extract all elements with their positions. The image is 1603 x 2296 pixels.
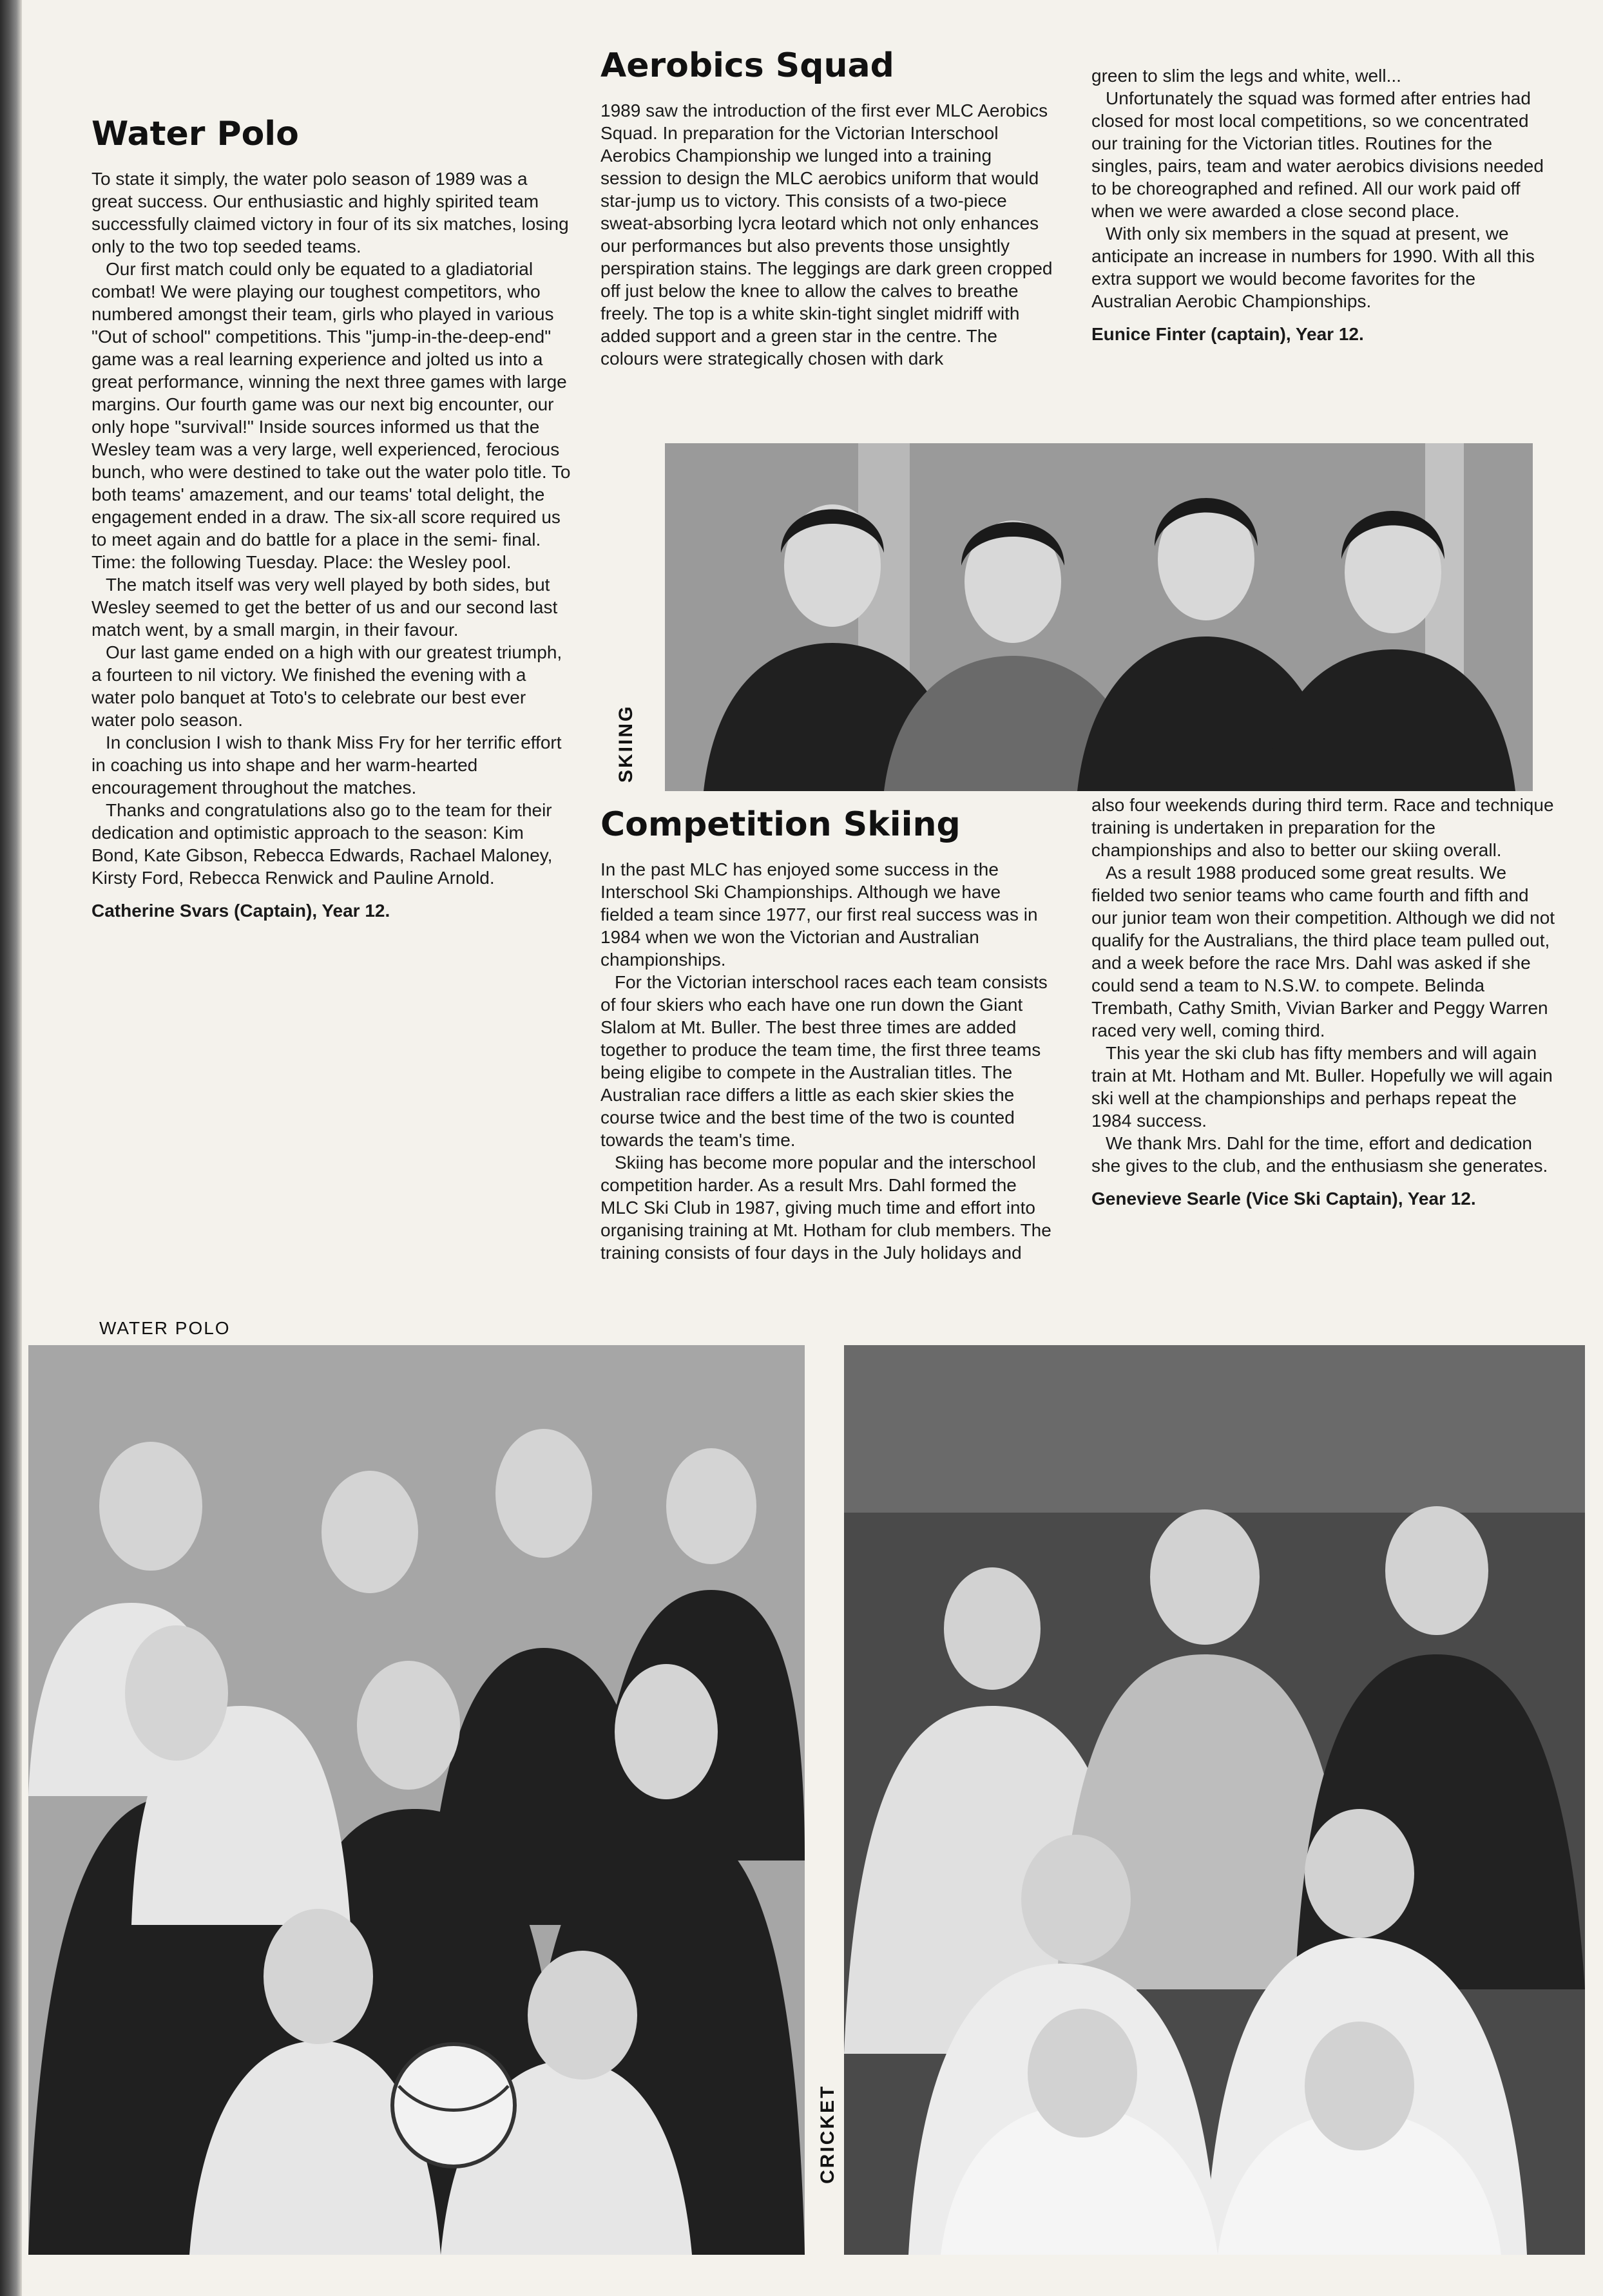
water-polo-paragraph: Our last game ended on a high with our greatest triumph, a fourteen to nil victory. We finished the evening with a water polo banquet at Toto's to celebrate our best ever water polo season. — [91, 642, 562, 730]
skiing-right-column — [1091, 794, 1555, 1209]
aerobics-left-column — [600, 46, 1055, 370]
skiing-photo-figures — [665, 443, 1533, 791]
water-polo-photo-figures — [28, 1345, 805, 2255]
page-binding-edge — [0, 0, 22, 2296]
skiing-left-column — [600, 805, 1055, 1264]
aerobics-paragraph: Unfortunately the squad was formed after entries had closed for most local competitions, so we concentrated our training for the Victorian titles. Routines for the singles, pairs, team and water aerobics divisions needed to be choreographed and refined. All our work paid off when we were awarded a close second place. — [1091, 88, 1544, 221]
skiing-heading: Competition Skiing — [600, 805, 961, 844]
water-polo-photo-caption: WATER POLO — [99, 1318, 231, 1338]
water-polo-heading: Water Polo — [91, 115, 299, 153]
water-polo-paragraph: The match itself was very well played by both sides, but Wesley seemed to get the better of us and our second last match went, by a small margin, in their favour. — [91, 575, 558, 640]
cricket-photo-figures — [844, 1345, 1585, 2255]
water-polo-paragraph: To state it simply, the water polo season of 1989 was a great success. Our enthusiastic and highly spirited team successfully claimed victory in four of its six matches, losing only to the two top seeded teams. — [91, 169, 569, 256]
skiing-paragraph: also four weekends during third term. Race and technique training is undertaken in preparation for the championships and also to better our skiing overall. — [1091, 795, 1554, 860]
skiing-photo-caption: SKIING — [615, 704, 637, 783]
aerobics-heading: Aerobics Squad — [600, 46, 894, 85]
water-polo-article — [91, 167, 571, 889]
skiing-paragraph: This year the ski club has fifty members and will again train at Mt. Hotham and Mt. Buller. Hopefully we will again ski well at the championships and perhaps repeat the 1984 success. — [1091, 1043, 1553, 1131]
aerobics-paragraph: With only six members in the squad at present, we anticipate an increase in numbers for 1990. With all this extra support we would become favorites for the Australian Aerobic Championships. — [1091, 224, 1535, 311]
aerobics-paragraph: green to slim the legs and white, well... — [1091, 66, 1401, 86]
aerobics-right-column — [1091, 64, 1555, 345]
aerobics-article-right — [1091, 64, 1555, 312]
skiing-article-right — [1091, 794, 1555, 1177]
skiing-paragraph: In the past MLC has enjoyed some success in the Interschool Ski Championships. Although we have fielded a team since 1977, our first real success was in 1984 when we won the Victorian and Australian championships. — [600, 859, 1038, 970]
aerobics-signature: Eunice Finter (captain), Year 12. — [1091, 324, 1364, 344]
aerobics-paragraph: 1989 saw the introduction of the first ever MLC Aerobics Squad. In preparation for the Victorian Interschool Aerobics Championship we lunged into a training session to design the MLC aerobics uniform that would star-jump us to victory. This consists of a two-piece sweat-absorbing lycra leotard which not only enhances our performances but also prevents those unsightly perspiration stains. The leggings are dark green cropped off just below the knee to allow the calves to breathe freely. The top is a white skin-tight singlet midriff with added support and a green star in the centre. The colours were strategically chosen with dark — [600, 100, 1053, 368]
skiing-signature: Genevieve Searle (Vice Ski Captain), Year 12. — [1091, 1189, 1476, 1209]
skiing-paragraph: For the Victorian interschool races each team consists of four skiers who each have one run down the Giant Slalom at Mt. Buller. The best three times are added together to produce the team time, the first three teams being eligibe to compete in the Australian titles. The Australian race differs a little as each skier skies the course twice and the best time of the two is counted towards the team's time. — [600, 972, 1048, 1150]
skiing-paragraph: Skiing has become more popular and the interschool competition harder. As a result Mrs. Dahl formed the MLC Ski Club in 1987, giving much time and effort into organising training at Mt. Hotham for club members. The training consists of four days in the July holidays and — [600, 1153, 1051, 1263]
water-polo-signature: Catherine Svars (Captain), Year 12. — [91, 901, 390, 921]
skiing-article-left — [600, 858, 1055, 1264]
water-polo-paragraph: In conclusion I wish to thank Miss Fry for her terrific effort in coaching us into shape and her warm-hearted encouragement throughout the matches. — [91, 732, 562, 798]
skiing-team-photo — [665, 443, 1533, 791]
water-polo-column — [91, 115, 571, 921]
water-polo-paragraph: Thanks and congratulations also go to the team for their dedication and optimistic approach to the season: Kim Bond, Kate Gibson, Rebecca Edwards, Rachael Maloney, Kirsty Ford, Rebecca Renwick and Pauline Arnold. — [91, 800, 553, 888]
cricket-photo-caption: CRICKET — [817, 2084, 838, 2184]
water-polo-team-photo — [28, 1345, 805, 2255]
cricket-team-photo — [844, 1345, 1585, 2255]
aerobics-article-left — [600, 99, 1055, 370]
water-polo-paragraph: Our first match could only be equated to a gladiatorial combat! We were playing our toughest competitors, who numbered amongst their team, girls who played in various "Out of school" competitions. This "jump-in-the-deep-end" game was a real learning experience and jolted us into a great performance, winning the next three games with large margins. Our fourth game was our next big encounter, our only hope "survival!" Inside sources informed us that the Wesley team was a very large, well experienced, ferocious bunch, who were destined to take out the water polo title. To both teams' amazement, and our teams' total delight, the engagement ended in a draw. The six-all score required us to meet again and do battle for a place in the semi- final. Time: the following Tuesday. Place: the Wesley pool. — [91, 259, 571, 572]
skiing-paragraph: As a result 1988 produced some great results. We fielded two senior teams who came fourth and fifth and our junior team won their competition. Although we did not qualify for the Australians, the third place team pulled out, and a week before the race Mrs. Dahl was asked if she could send a team to N.S.W. to compete. Belinda Trembath, Cathy Smith, Vivian Barker and Peggy Warren raced very well, coming third. — [1091, 863, 1555, 1040]
skiing-paragraph: We thank Mrs. Dahl for the time, effort and dedication she gives to the club, and the enthusiasm she generates. — [1091, 1133, 1548, 1176]
